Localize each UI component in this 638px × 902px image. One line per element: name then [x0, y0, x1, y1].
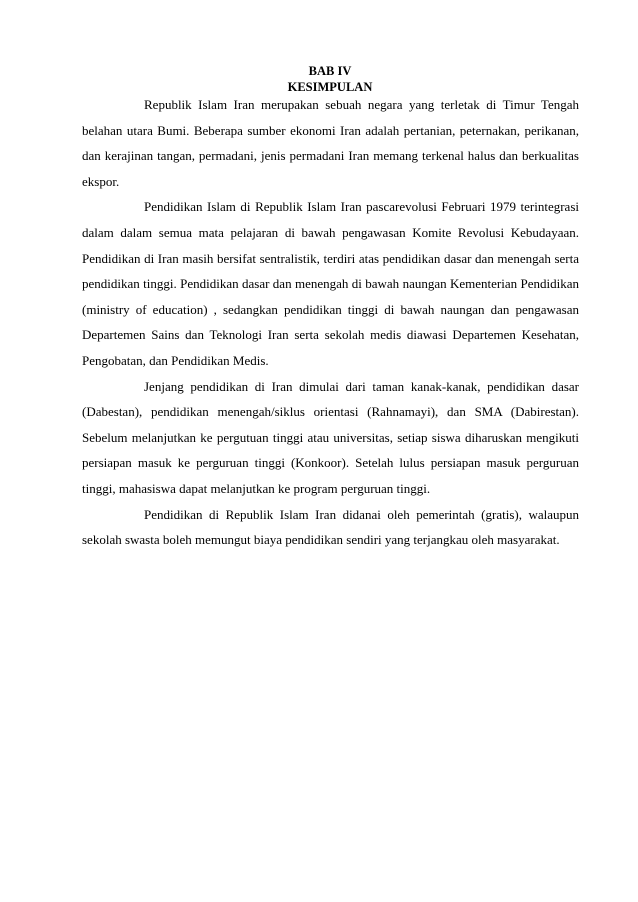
paragraph-4: Pendidikan di Republik Islam Iran didanai oleh pemerintah (gratis), walaupun sekolah swasta boleh memungut biaya pendidikan sendiri yang terjangkau oleh masyarakat. [82, 506, 579, 548]
paragraph-3: Jenjang pendidikan di Iran dimulai dari taman kanak-kanak, pendidikan dasar (Dabestan), pendidikan menengah/siklus orientasi (Rahnamayi), dan SMA (Dabirestan). Sebelum melanjutkan ke pergutuan tinggi atau universitas, setiap siswa diharuskan mengikuti persiapan masuk ke perguruan tinggi (Konkoor). Setelah lulus persiapan masuk perguruan tinggi, mahasiswa dapat melanjutkan ke program perguruan tinggi. [82, 378, 579, 496]
paragraph-2: Pendidikan Islam di Republik Islam Iran pascarevolusi Februari 1979 terintegrasi dalam dalam semua mata pelajaran di bawah pengawasan Komite Revolusi Kebudayaan. Pendidikan di Iran masih bersifat sentralistik, terdiri atas pendidikan dasar dan menengah serta pendidikan tinggi. Pendidikan dasar dan menengah di bawah naungan Kementerian Pendidikan (ministry of education) , sedangkan pendidikan tinggi di bawah naungan dan pengawasan Departemen Sains dan Teknologi Iran serta sekolah medis diawasi Departemen Kesehatan, Pengobatan, dan Pendidikan Medis. [82, 199, 579, 368]
chapter-title: KESIMPULAN [287, 80, 373, 94]
paragraph-1: Republik Islam Iran merupakan sebuah negara yang terletak di Timur Tengah belahan utara Bumi. Beberapa sumber ekonomi Iran adalah pertanian, peternakan, perikanan, dan kerajinan tangan, permadani, jenis permadani Iran memang terkenal halus dan berkualitas ekspor. [82, 97, 579, 189]
document-body [82, 92, 579, 553]
chapter-heading: BAB IV [308, 64, 352, 78]
